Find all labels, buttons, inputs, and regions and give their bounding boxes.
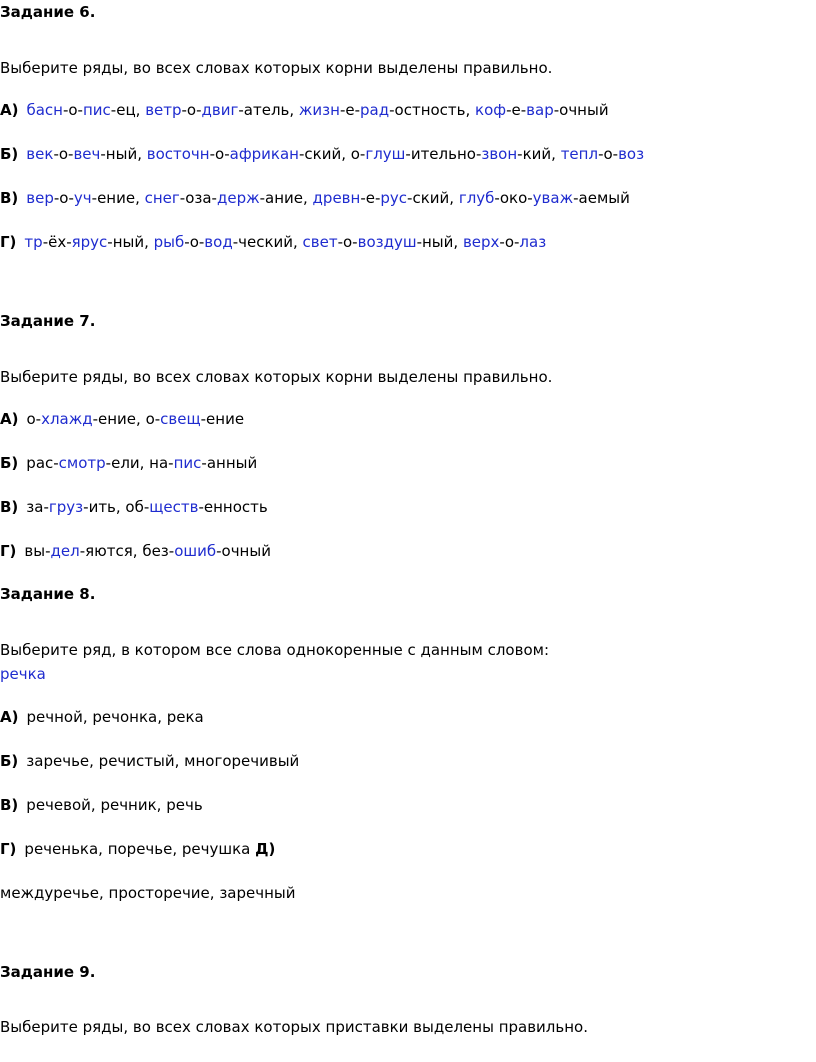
root-segment: тр xyxy=(24,233,43,251)
root-segment: пис xyxy=(82,101,111,119)
word-segment: -ный, xyxy=(100,145,147,163)
option-label: В) xyxy=(0,498,19,516)
word-segment: -кий, xyxy=(517,145,561,163)
option-label: А) xyxy=(0,101,19,119)
task8-title: Задание 8. xyxy=(0,585,96,603)
root-segment: уваж xyxy=(532,189,574,207)
word-segment: -ание, xyxy=(259,189,313,207)
word-segment: -ский, xyxy=(407,189,459,207)
option-label: Б) xyxy=(0,145,19,163)
root-segment: смотр xyxy=(58,454,106,472)
word-segment: -ение, о- xyxy=(92,410,161,428)
task7-option-b xyxy=(0,453,257,473)
root-segment: ярус xyxy=(71,233,108,251)
task8-option-v xyxy=(0,795,203,815)
root-segment: тепл xyxy=(560,145,599,163)
task8-option-a xyxy=(0,707,204,727)
option-label: Г) xyxy=(0,840,17,858)
word-segment: -очный xyxy=(553,101,609,119)
root-segment: свет xyxy=(302,233,338,251)
word-segment: -е- xyxy=(339,101,361,119)
word-segment: -енность xyxy=(198,498,268,516)
root-segment: ществ xyxy=(149,498,199,516)
option-label: Г) xyxy=(0,233,17,251)
root-segment: воз xyxy=(618,145,645,163)
task6-option-a xyxy=(0,100,609,120)
word-segment: -е- xyxy=(360,189,381,207)
word-segment: -о- xyxy=(62,101,83,119)
root-segment: африкан xyxy=(229,145,299,163)
option-label: А) xyxy=(0,410,19,428)
task7-option-g xyxy=(0,541,271,561)
task7-option-v xyxy=(0,497,268,517)
word-segment: -ёх- xyxy=(42,233,72,251)
option-text: заречье, речистый, многоречивый xyxy=(26,752,300,770)
root-segment: ошиб xyxy=(174,542,217,560)
word-segment: -о- xyxy=(598,145,619,163)
option-label: А) xyxy=(0,708,19,726)
task6-option-v xyxy=(0,188,630,208)
word-segment: -ительно- xyxy=(405,145,482,163)
task8-word: речка xyxy=(0,665,46,683)
root-segment: глуб xyxy=(458,189,495,207)
root-segment: вар xyxy=(526,101,554,119)
root-segment: вод xyxy=(204,233,233,251)
task6-title: Задание 6. xyxy=(0,3,96,21)
word-segment: -ческий, xyxy=(232,233,303,251)
word-segment: -е- xyxy=(506,101,527,119)
word-segment: о- xyxy=(26,410,42,428)
root-segment: древн xyxy=(312,189,361,207)
option-label-d: Д) xyxy=(255,840,276,858)
root-segment: рус xyxy=(380,189,408,207)
option-label: В) xyxy=(0,189,19,207)
task8-option-g xyxy=(0,839,275,859)
root-segment: воздуш xyxy=(357,233,417,251)
root-segment: восточн xyxy=(146,145,210,163)
option-label: В) xyxy=(0,796,19,814)
root-segment: хлажд xyxy=(41,410,93,428)
root-segment: басн xyxy=(26,101,63,119)
root-segment: пис xyxy=(173,454,202,472)
root-segment: глуш xyxy=(365,145,406,163)
word-segment: -ение, xyxy=(91,189,145,207)
task6-option-b xyxy=(0,144,644,164)
word-segment: вы- xyxy=(24,542,51,560)
root-segment: дел xyxy=(50,542,80,560)
root-segment: коф xyxy=(475,101,507,119)
root-segment: держ xyxy=(216,189,260,207)
word-segment: -о- xyxy=(181,101,202,119)
word-segment: -атель, xyxy=(238,101,299,119)
root-segment: вер xyxy=(26,189,54,207)
word-segment: -анный xyxy=(201,454,258,472)
root-segment: снег xyxy=(144,189,180,207)
word-segment: -ный, xyxy=(416,233,463,251)
option-text: речевой, речник, речь xyxy=(26,796,203,814)
word-segment: -о- xyxy=(53,145,74,163)
word-segment: за- xyxy=(26,498,49,516)
task9-instruction: Выберите ряды, во всех словах которых приставки выделены правильно. xyxy=(0,1018,588,1036)
task8-instruction: Выберите ряд, в котором все слова однокоренные с данным словом: xyxy=(0,641,550,659)
option-label: Б) xyxy=(0,752,19,770)
word-segment: -аемый xyxy=(573,189,630,207)
root-segment: звон xyxy=(481,145,518,163)
option-label: Б) xyxy=(0,454,19,472)
word-segment: -оза- xyxy=(179,189,217,207)
word-segment: -ение xyxy=(200,410,245,428)
root-segment: лаз xyxy=(519,233,547,251)
root-segment: уч xyxy=(73,189,92,207)
word-segment: -о- xyxy=(184,233,205,251)
word-segment: -о- xyxy=(53,189,74,207)
root-segment: рыб xyxy=(153,233,185,251)
word-segment: -око- xyxy=(494,189,533,207)
word-segment: -ный, xyxy=(107,233,154,251)
word-segment: -ский, о- xyxy=(298,145,366,163)
root-segment: век xyxy=(26,145,54,163)
word-segment: -ить, об- xyxy=(83,498,150,516)
word-segment: -остность, xyxy=(389,101,476,119)
word-segment: -очный xyxy=(216,542,271,560)
root-segment: свещ xyxy=(160,410,201,428)
root-segment: жизн xyxy=(298,101,340,119)
task7-title: Задание 7. xyxy=(0,312,96,330)
root-segment: двиг xyxy=(201,101,239,119)
task8-option-d-text: междуречье, просторечие, заречный xyxy=(0,884,296,902)
word-segment: -яются, без- xyxy=(79,542,175,560)
task6-instruction: Выберите ряды, во всех словах которых корни выделены правильно. xyxy=(0,59,553,77)
word-segment: -о- xyxy=(337,233,358,251)
root-segment: верх xyxy=(462,233,500,251)
word-segment: -о- xyxy=(499,233,520,251)
word-segment: -о- xyxy=(209,145,230,163)
option-text: речной, речонка, река xyxy=(26,708,204,726)
root-segment: груз xyxy=(48,498,84,516)
root-segment: веч xyxy=(73,145,101,163)
word-segment: -ели, на- xyxy=(105,454,174,472)
root-segment: рад xyxy=(360,101,390,119)
task8-option-b xyxy=(0,751,299,771)
task9-title: Задание 9. xyxy=(0,963,96,981)
option-text: реченька, поречье, речушка xyxy=(24,840,251,858)
task7-option-a xyxy=(0,409,244,429)
task6-option-g xyxy=(0,232,546,252)
option-label: Г) xyxy=(0,542,17,560)
task7-instruction: Выберите ряды, во всех словах которых корни выделены правильно. xyxy=(0,368,553,386)
word-segment: -ец, xyxy=(110,101,146,119)
word-segment: рас- xyxy=(26,454,59,472)
root-segment: ветр xyxy=(145,101,182,119)
